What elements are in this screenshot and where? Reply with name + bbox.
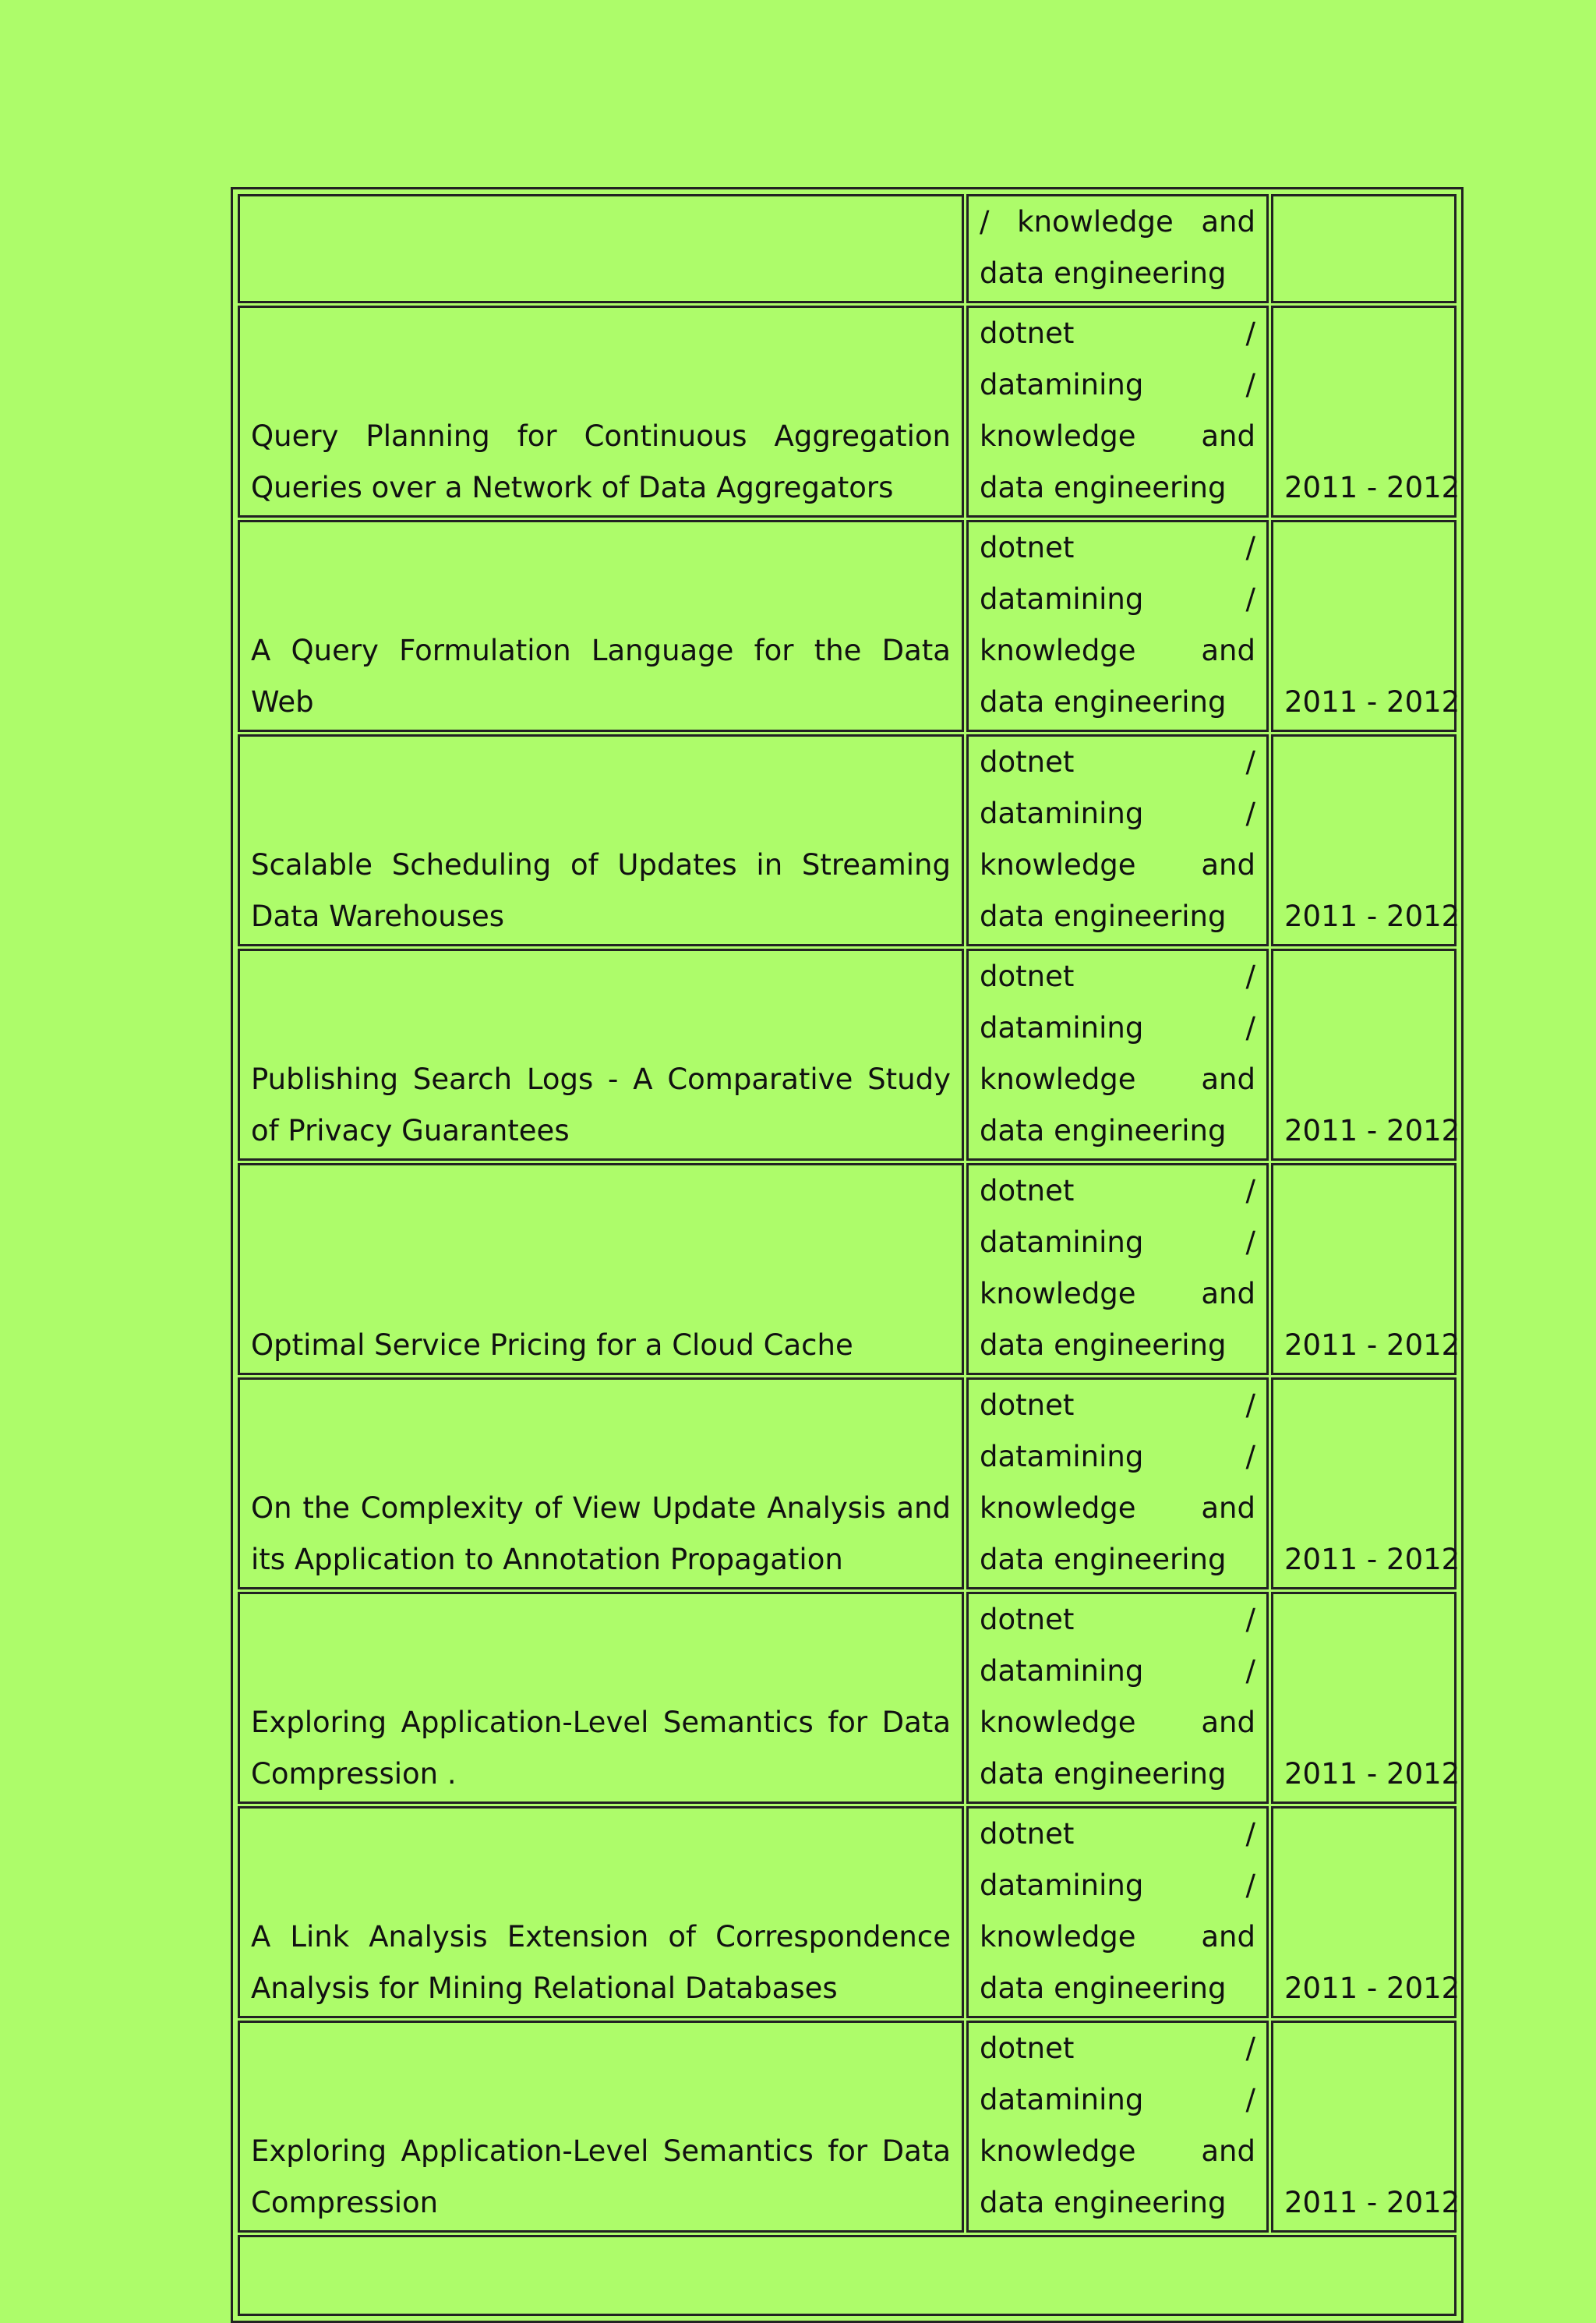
project-year-cell bbox=[1271, 194, 1457, 303]
project-title-cell: Query Planning for Continuous Aggregation Queries over a Network of Data Aggregators bbox=[238, 306, 964, 518]
project-title-cell: Scalable Scheduling of Updates in Streaming Data Warehouses bbox=[238, 734, 964, 946]
project-domain-cell: dotnet / datamining / knowledge and data engineering bbox=[966, 520, 1269, 732]
projects-table bbox=[235, 192, 1459, 2318]
projects-table-frame bbox=[231, 187, 1464, 2323]
table-row-empty-footer bbox=[238, 2235, 1457, 2316]
project-title-cell: Exploring Application-Level Semantics for Data Compression . bbox=[238, 1592, 964, 1804]
project-domain-cell: / knowledge and data engineering bbox=[966, 194, 1269, 303]
table-row bbox=[238, 1806, 1457, 2018]
project-title-cell: Optimal Service Pricing for a Cloud Cache bbox=[238, 1163, 964, 1375]
project-title-cell: A Query Formulation Language for the Data Web bbox=[238, 520, 964, 732]
project-title-cell: Exploring Application-Level Semantics for Data Compression bbox=[238, 2021, 964, 2233]
project-domain-cell: dotnet / datamining / knowledge and data engineering bbox=[966, 1592, 1269, 1804]
project-year-cell: 2011 - 2012 bbox=[1271, 734, 1457, 946]
project-domain-cell: dotnet / datamining / knowledge and data engineering bbox=[966, 949, 1269, 1161]
table-row bbox=[238, 1377, 1457, 1589]
project-year-cell: 2011 - 2012 bbox=[1271, 1377, 1457, 1589]
project-year-cell: 2011 - 2012 bbox=[1271, 1592, 1457, 1804]
project-domain-cell: dotnet / datamining / knowledge and data engineering bbox=[966, 2021, 1269, 2233]
table-row bbox=[238, 520, 1457, 732]
project-year-cell: 2011 - 2012 bbox=[1271, 1806, 1457, 2018]
project-domain-cell: dotnet / datamining / knowledge and data engineering bbox=[966, 1806, 1269, 2018]
project-title-cell: A Link Analysis Extension of Correspondence Analysis for Mining Relational Databases bbox=[238, 1806, 964, 2018]
project-domain-cell: dotnet / datamining / knowledge and data engineering bbox=[966, 1377, 1269, 1589]
table-row bbox=[238, 1163, 1457, 1375]
project-year-cell: 2011 - 2012 bbox=[1271, 306, 1457, 518]
table-footer-cell bbox=[238, 2235, 1457, 2316]
table-row bbox=[238, 306, 1457, 518]
table-row bbox=[238, 949, 1457, 1161]
table-row-continued bbox=[238, 194, 1457, 303]
project-domain-cell: dotnet / datamining / knowledge and data engineering bbox=[966, 734, 1269, 946]
table-row bbox=[238, 734, 1457, 946]
project-domain-cell: dotnet / datamining / knowledge and data engineering bbox=[966, 1163, 1269, 1375]
project-year-cell: 2011 - 2012 bbox=[1271, 520, 1457, 732]
project-year-cell: 2011 - 2012 bbox=[1271, 1163, 1457, 1375]
project-title-cell bbox=[238, 194, 964, 303]
project-title-cell: On the Complexity of View Update Analysis and its Application to Annotation Propagation bbox=[238, 1377, 964, 1589]
project-year-cell: 2011 - 2012 bbox=[1271, 949, 1457, 1161]
project-year-cell: 2011 - 2012 bbox=[1271, 2021, 1457, 2233]
project-domain-cell: dotnet / datamining / knowledge and data engineering bbox=[966, 306, 1269, 518]
table-row bbox=[238, 2021, 1457, 2233]
table-row bbox=[238, 1592, 1457, 1804]
project-title-cell: Publishing Search Logs - A Comparative Study of Privacy Guarantees bbox=[238, 949, 964, 1161]
